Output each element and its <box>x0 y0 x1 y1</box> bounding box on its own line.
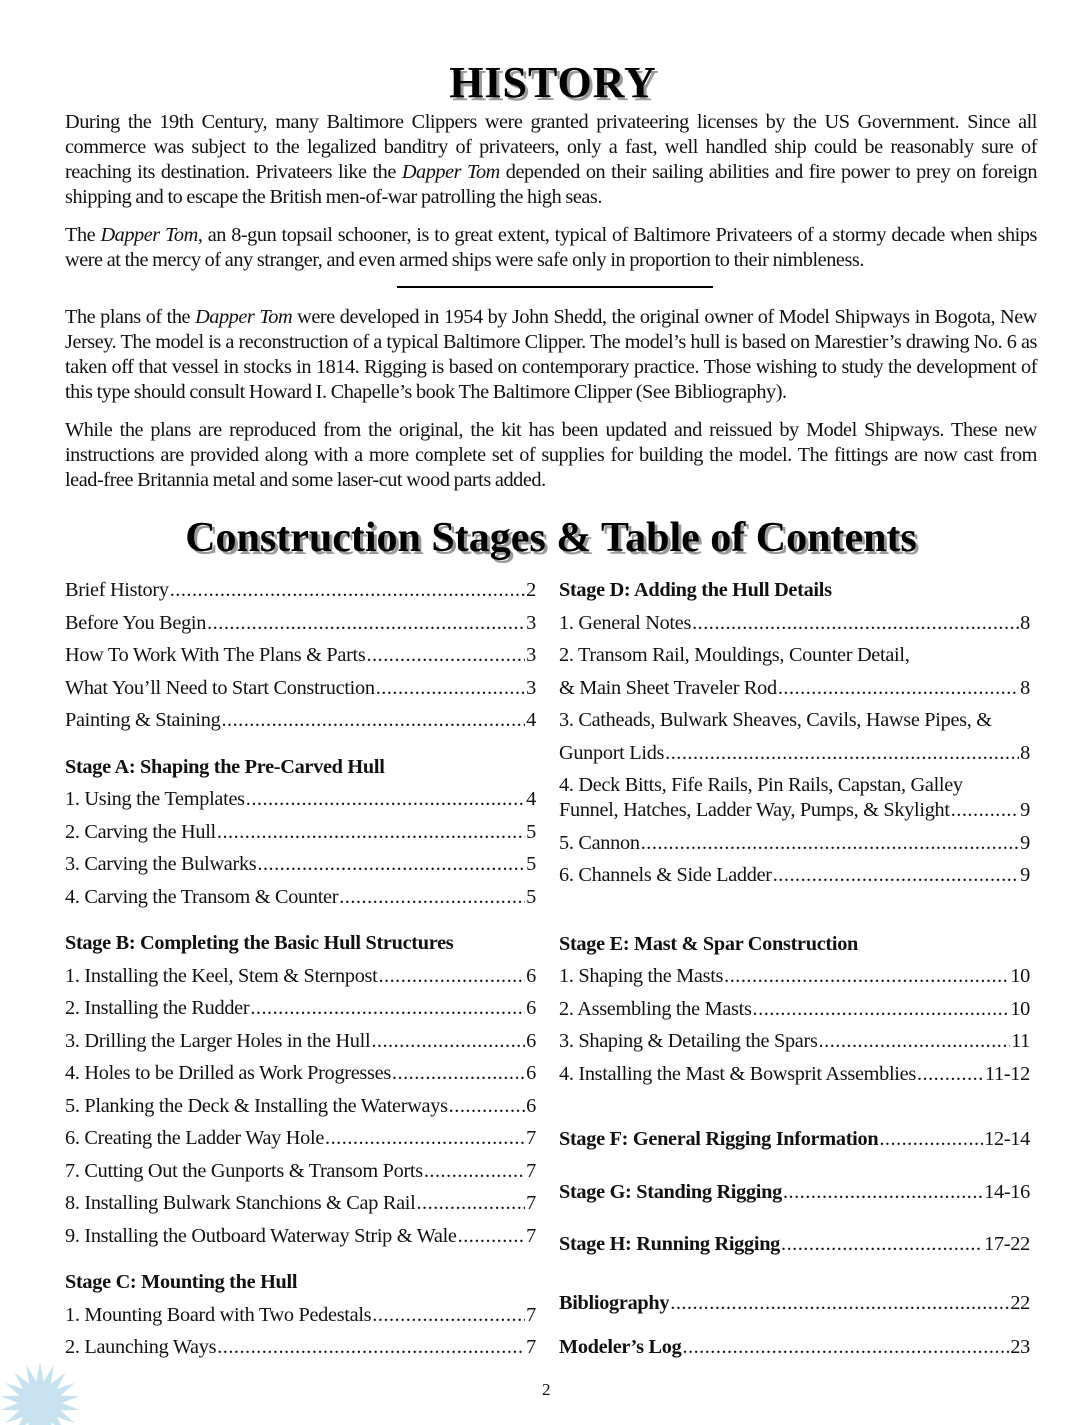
toc-entry-page: 7 <box>526 1159 536 1182</box>
dot-leader <box>879 1126 983 1152</box>
toc-group <box>65 577 536 740</box>
toc-entry[interactable] <box>559 1126 1030 1159</box>
history-paragraph-1 <box>65 110 1037 210</box>
dot-leader <box>778 675 1019 701</box>
toc-entry-page: 23 <box>1010 1336 1030 1358</box>
dot-leader <box>773 862 1019 888</box>
toc-entry[interactable] <box>559 1290 1030 1323</box>
dot-leader <box>371 1028 525 1054</box>
dot-leader <box>753 996 1010 1022</box>
starburst-icon <box>1 1363 80 1425</box>
toc-entry-label: Gunport Lids <box>559 741 665 764</box>
text: The plans of the <box>65 306 196 328</box>
dot-leader <box>217 819 525 845</box>
dot-leader <box>372 1302 525 1328</box>
toc-entry-page: 2 <box>526 579 536 601</box>
toc-entry-page: 5 <box>526 853 536 875</box>
dot-leader <box>783 1179 983 1205</box>
toc-entry[interactable] <box>559 996 1030 1029</box>
dot-leader <box>424 1158 525 1184</box>
toc-entry[interactable] <box>559 1028 1030 1061</box>
toc-entry-page: 6 <box>526 997 536 1019</box>
toc-entry[interactable] <box>559 610 1030 643</box>
toc-entry-label: Funnel, Hatches, Ladder Way, Pumps, & Skylight <box>559 799 950 821</box>
toc-entry-label: 2. Assembling the Masts <box>559 997 752 1020</box>
stage-heading: Stage A: Shaping the Pre-Carved Hull <box>65 755 385 778</box>
toc-entry[interactable] <box>559 1179 1030 1212</box>
toc-entry[interactable] <box>65 1158 536 1191</box>
toc-entry[interactable] <box>65 1060 536 1093</box>
toc-entry-label: 4. Holes to be Drilled as Work Progresses <box>65 1062 391 1084</box>
toc-entry-label: 4. Installing the Mast & Bowsprit Assemblies <box>559 1062 916 1085</box>
toc-entry[interactable] <box>559 830 1030 863</box>
toc-entry-page: 6 <box>526 1094 536 1117</box>
toc-right-column <box>559 577 1030 1367</box>
toc-entry[interactable] <box>65 1223 536 1256</box>
dot-leader <box>257 851 525 877</box>
toc-entry-page: 12-14 <box>984 1128 1030 1150</box>
toc-entry[interactable] <box>65 707 536 740</box>
toc-entry-page: 3 <box>526 676 536 699</box>
toc-entry-page: 14-16 <box>984 1180 1030 1203</box>
toc-entry-page: 9 <box>1020 799 1030 821</box>
toc-entry-label: 1. Installing the Keel, Stem & Sternpost <box>65 964 378 987</box>
stage-heading: Stage B: Completing the Basic Hull Structures <box>65 932 454 954</box>
toc-entry[interactable] <box>559 1231 1030 1264</box>
dot-leader <box>724 963 1009 989</box>
toc-entry-label: 6. Creating the Ladder Way Hole <box>65 1127 325 1149</box>
toc-entry-page: 10 <box>1010 997 1030 1020</box>
toc-entry-first-line: 4. Deck Bitts, Fife Rails, Pin Rails, Capstan, Galley <box>559 774 963 796</box>
toc-entry-label: 5. Cannon <box>559 831 640 854</box>
toc-entry-page: 7 <box>526 1192 536 1214</box>
toc-entry[interactable] <box>559 1334 1030 1367</box>
toc-entry-label: 2. Launching Ways <box>65 1336 217 1358</box>
text: During the 19th Century, many Baltimore Clippers were granted privateering licenses by the US Government. Since all commerce was subject to the legalized banditry of privateers, only a fast, well handled ship could be reasonably sure of reaching its destination. Privateers like the <box>65 111 1037 183</box>
toc-entry-label: & Main Sheet Traveler Rod <box>559 676 777 699</box>
dot-leader <box>217 1334 525 1360</box>
text: While the plans are reproduced from the original, the kit has been updated and reissued by Model Shipways. These new instructions are provided along with a more complete set of supplies for building the model. The fittings are now cast from lead-free Britannia metal and some laser-cut wood parts added. <box>65 419 1037 491</box>
toc-entry-label: 1. General Notes <box>559 611 692 634</box>
toc-entry[interactable] <box>65 1028 536 1061</box>
toc-entry-first-line: 3. Catheads, Bulwark Sheaves, Cavils, Hawse Pipes, & <box>559 709 992 731</box>
stage-heading: Stage D: Adding the Hull Details <box>559 579 832 601</box>
toc-entry-label: Modeler’s Log <box>559 1336 682 1358</box>
toc-group <box>559 577 1030 895</box>
toc-entry-page: 10 <box>1010 965 1030 987</box>
toc-entry[interactable] <box>559 675 1030 708</box>
toc-entry-page: 6 <box>526 1062 536 1084</box>
ship-name: Dapper Tom <box>401 161 500 183</box>
toc-entry-page: 9 <box>1020 831 1030 854</box>
dot-leader <box>170 577 525 603</box>
toc-group <box>65 1269 536 1367</box>
toc-entry-page: 11 <box>1011 1030 1030 1052</box>
toc-entry[interactable] <box>65 1093 536 1126</box>
dot-leader <box>416 1190 525 1216</box>
toc-entry[interactable] <box>65 577 536 610</box>
toc-entry-page: 7 <box>526 1127 536 1149</box>
toc-entry-page: 9 <box>1020 864 1030 886</box>
toc-entry-label: 3. Carving the Bulwarks <box>65 853 257 875</box>
toc-entry-page: 8 <box>1020 676 1030 699</box>
ship-name: Dapper Tom <box>195 306 293 328</box>
dot-leader <box>325 1125 525 1151</box>
toc-entry-label: Before You Begin <box>65 611 207 634</box>
toc-group <box>559 931 1030 1094</box>
toc-entry-label: 1. Mounting Board with Two Pedestals <box>65 1303 372 1326</box>
dot-leader <box>392 1060 525 1086</box>
toc-group <box>65 930 536 1255</box>
toc-entry-label: 4. Carving the Transom & Counter <box>65 885 339 908</box>
dot-leader <box>339 884 525 910</box>
dot-leader <box>221 707 525 733</box>
dot-leader <box>781 1231 983 1257</box>
page-content <box>0 56 1080 1367</box>
toc-entry-label: 9. Installing the Outboard Waterway Strip & Wale <box>65 1224 457 1247</box>
toc-entry[interactable] <box>559 963 1030 996</box>
table-of-contents <box>65 577 1080 1367</box>
page-number: 2 <box>542 1380 551 1399</box>
toc-entry-page: 8 <box>1020 741 1030 764</box>
toc-entry-label: 7. Cutting Out the Gunports & Transom Ports <box>65 1159 423 1182</box>
dot-leader <box>378 963 525 989</box>
toc-entry[interactable] <box>559 862 1030 895</box>
toc-entry-page: 11-12 <box>984 1062 1030 1085</box>
toc-entry-page: 5 <box>526 885 536 908</box>
dot-leader <box>207 610 525 636</box>
toc-entry-label: 2. Installing the Rudder <box>65 997 250 1019</box>
toc-entry[interactable] <box>65 884 536 917</box>
toc-entry[interactable] <box>559 797 1030 830</box>
toc-entry[interactable] <box>65 675 536 708</box>
toc-entry[interactable] <box>65 1334 536 1367</box>
stage-heading: Stage E: Mast & Spar Construction <box>559 932 859 955</box>
toc-entry[interactable] <box>65 1190 536 1223</box>
toc-entry-label: 1. Using the Templates <box>65 788 245 810</box>
toc-entry-label: 8. Installing Bulwark Stanchions & Cap Rail <box>65 1192 416 1214</box>
dot-leader <box>819 1028 1011 1054</box>
toc-entry-label: Stage G: Standing Rigging <box>559 1180 782 1203</box>
dot-leader <box>246 786 525 812</box>
toc-entry[interactable] <box>65 610 536 643</box>
dot-leader <box>665 740 1019 766</box>
toc-entry-page: 3 <box>526 644 536 666</box>
toc-entry[interactable] <box>65 819 536 852</box>
toc-entry-label: Stage H: Running Rigging <box>559 1233 781 1255</box>
toc-entry-page: 6 <box>526 1029 536 1052</box>
toc-entry-label: 2. Carving the Hull <box>65 820 216 843</box>
toc-entry[interactable] <box>65 1125 536 1158</box>
dot-leader <box>458 1223 526 1249</box>
toc-entry-page: 4 <box>526 709 536 731</box>
toc-entry[interactable] <box>65 995 536 1028</box>
dot-leader <box>376 675 525 701</box>
toc-entry-page: 7 <box>526 1303 536 1326</box>
toc-left-column <box>65 577 536 1367</box>
toc-entry-page: 6 <box>526 964 536 987</box>
toc-entry-page: 22 <box>1010 1291 1030 1314</box>
toc-entry-label: Bibliography <box>559 1291 670 1314</box>
toc-entry-label: 5. Planking the Deck & Installing the Waterways <box>65 1094 448 1117</box>
toc-entry[interactable] <box>559 1061 1030 1094</box>
toc-entry-page: 3 <box>526 611 536 634</box>
toc-entry[interactable] <box>65 642 536 675</box>
text: depended on their sailing abilities and fire power to prey on foreign shipping and to escape the British men-of-war patrolling the high seas. <box>65 161 1038 208</box>
toc-entry-label: Brief History <box>65 579 169 601</box>
dot-leader <box>250 995 525 1021</box>
toc-entry-first-line: 2. Transom Rail, Mouldings, Counter Detail, <box>559 644 910 666</box>
text: were developed in 1954 by John Shedd, the original owner of Model Shipways in Bogota, New Jersey. The model is a reconstruction of a typical Baltimore Clipper. The model’s hull is based on Marestier’s drawing No. 6 as taken off that vessel in stocks in 1814. Rigging is based on contemporary practice. Those wishing to study the development of this type should consult Howard I. Chapelle’s book The Baltimore Clipper (See Bibliography). <box>65 306 1037 403</box>
toc-entry-page: 4 <box>526 788 536 810</box>
dot-leader <box>366 642 525 668</box>
history-title: HISTORY <box>449 58 657 107</box>
dot-leader <box>917 1061 984 1087</box>
ship-name: Dapper Tom, <box>100 224 203 246</box>
toc-entry-label: Stage F: General Rigging Information <box>559 1128 879 1150</box>
toc-entry[interactable] <box>559 740 1030 773</box>
toc-entry-label: How To Work With The Plans & Parts <box>65 644 366 666</box>
toc-entry-label: Painting & Staining <box>65 709 221 731</box>
toc-entry-page: 8 <box>1020 611 1030 634</box>
toc-entry-page: 5 <box>526 820 536 843</box>
dot-leader <box>692 610 1019 636</box>
history-paragraph-2 <box>65 223 1037 273</box>
stage-heading: Stage C: Mounting the Hull <box>65 1271 298 1293</box>
dot-leader <box>641 830 1019 856</box>
toc-entry-label: 3. Shaping & Detailing the Spars <box>559 1030 818 1052</box>
history-paragraph-3 <box>65 305 1037 405</box>
toc-entry[interactable] <box>65 851 536 884</box>
text: The <box>65 224 101 246</box>
dot-leader <box>670 1290 1009 1316</box>
toc-entry-page: 17-22 <box>984 1233 1030 1255</box>
toc-entry[interactable] <box>65 1302 536 1335</box>
toc-entry-page: 7 <box>526 1224 536 1247</box>
toc-entry-label: 3. Drilling the Larger Holes in the Hull <box>65 1029 371 1052</box>
toc-entry[interactable] <box>65 963 536 996</box>
toc-entry-label: What You’ll Need to Start Construction <box>65 676 375 699</box>
history-paragraph-4 <box>65 418 1037 493</box>
dot-leader <box>951 797 1019 823</box>
divider <box>397 286 713 288</box>
toc-title: Construction Stages & Table of Contents <box>185 515 917 561</box>
toc-group <box>65 754 536 917</box>
toc-entry-label: 1. Shaping the Masts <box>559 965 724 987</box>
toc-entry-label: 6. Channels & Side Ladder <box>559 864 772 886</box>
toc-entry[interactable] <box>65 786 536 819</box>
text: an 8-gun topsail schooner, is to great extent, typical of Baltimore Privateers of a stormy decade when ships were at the mercy of any stranger, and even armed ships were safe only in proportion to their nimbleness. <box>65 224 1037 271</box>
dot-leader <box>682 1334 1009 1360</box>
toc-entry-page: 7 <box>526 1336 536 1358</box>
dot-leader <box>449 1093 525 1119</box>
